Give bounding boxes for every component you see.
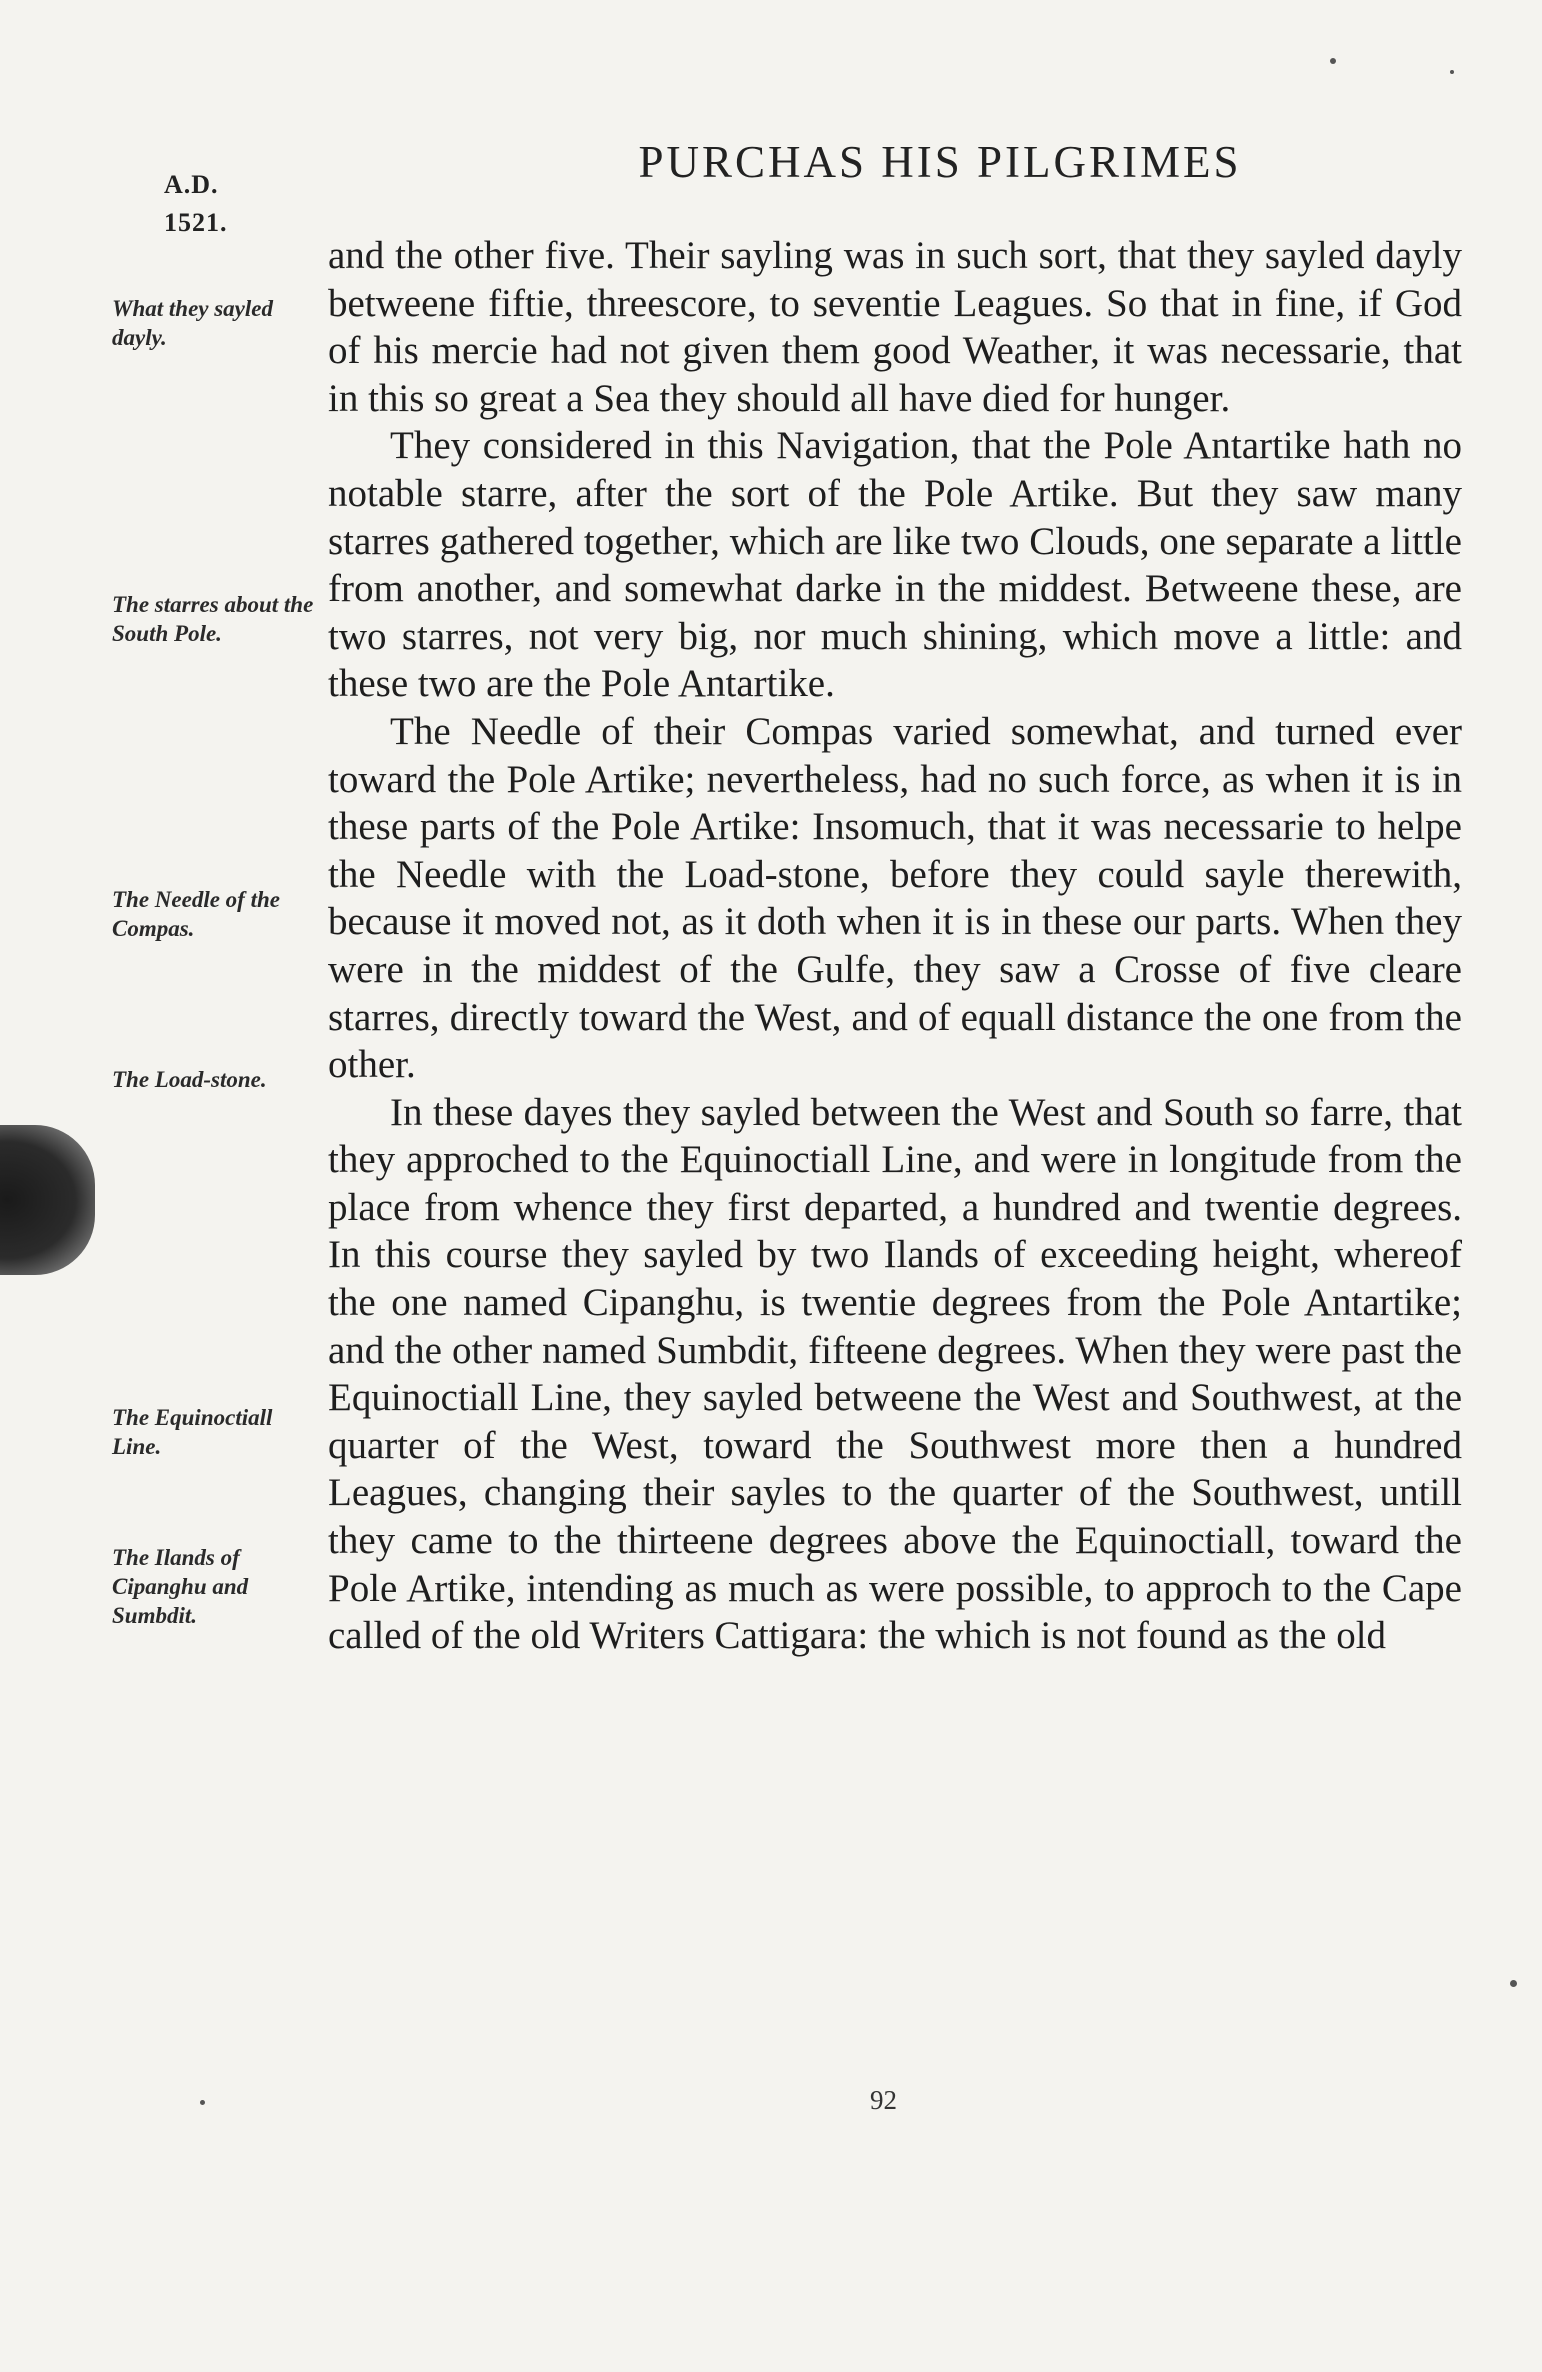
margin-note-sayled-dayly: What they sayled dayly. xyxy=(112,296,273,350)
print-speck xyxy=(1510,1980,1517,1987)
page-number: 92 xyxy=(870,2085,897,2115)
paragraph: and the other five. Their sayling was in such sort, that they sayled dayly betweene fiftie, threescore, to seventie Leagues. So that in fine, if God of his mercie had not given them good Weather, it was necessarie, that in this so great a Sea they should all have died for hunger. xyxy=(328,234,1462,420)
print-speck xyxy=(1450,70,1454,74)
year-label xyxy=(164,166,228,242)
body-text xyxy=(328,232,1462,1660)
margin-note-compass-needle: The Needle of the Compas. xyxy=(112,887,280,941)
running-head: PURCHAS HIS PILGRIMES xyxy=(638,137,1242,187)
print-speck xyxy=(1330,58,1336,64)
year-label-ad: A.D. xyxy=(164,170,219,199)
paragraph: They considered in this Navigation, that the Pole Antartike hath no notable starre, after the sort of the Pole Artike. But they saw many starres gathered together, which are like two Clouds, one separate a little from another, and somewhat darke in the middest. Betweene these, are two starres, not very big, nor much shining, which move a little: and these two are the Pole Antartike. xyxy=(328,424,1462,706)
print-speck xyxy=(200,2100,205,2105)
paragraph: In these dayes they sayled between the West and South so farre, that they approched to the Equinoctiall Line, and were in longitude from the place from whence they first departed, a hundred and twentie degrees. In this course they sayled by two Ilands of exceeding height, whereof the one named Cipanghu, is twentie degrees from the Pole Antartike; and the other named Sumbdit, fifteene degrees. When they were past the Equinoctiall Line, they sayled betweene the West and Southwest, at the quarter of the West, toward the Southwest more then a hundred Leagues, changing their sayles to the quarter of the Southwest, untill they came to the thirteene degrees above the Equinoctiall, toward the Pole Artike, intending as much as were possible, to approch to the Cape called of the old Writers Cattigara: the which is not found as the old xyxy=(328,1090,1462,1658)
margin-note-load-stone: The Load-stone. xyxy=(112,1067,267,1092)
margin-note-islands: The Ilands of Cipanghu and Sumbdit. xyxy=(112,1545,249,1628)
margin-note-south-pole-stars: The starres about the South Pole. xyxy=(112,592,314,646)
year-label-number: 1521. xyxy=(164,208,228,237)
thumb-shadow xyxy=(0,1125,95,1275)
paragraph: The Needle of their Compas varied somewhat, and turned ever toward the Pole Artike; nevertheless, had no such force, as when it is in these parts of the Pole Artike: Insomuch, that it was necessarie to helpe the Needle with the Load-stone, before they could sayle therewith, because it moved not, as it doth when it is in these our parts. When they were in the middest of the Gulfe, they saw a Crosse of five cleare starres, directly toward the West, and of equall distance the one from the other. xyxy=(328,709,1462,1087)
margin-note-equinoctial-line: The Equinoctiall Line. xyxy=(112,1405,273,1459)
